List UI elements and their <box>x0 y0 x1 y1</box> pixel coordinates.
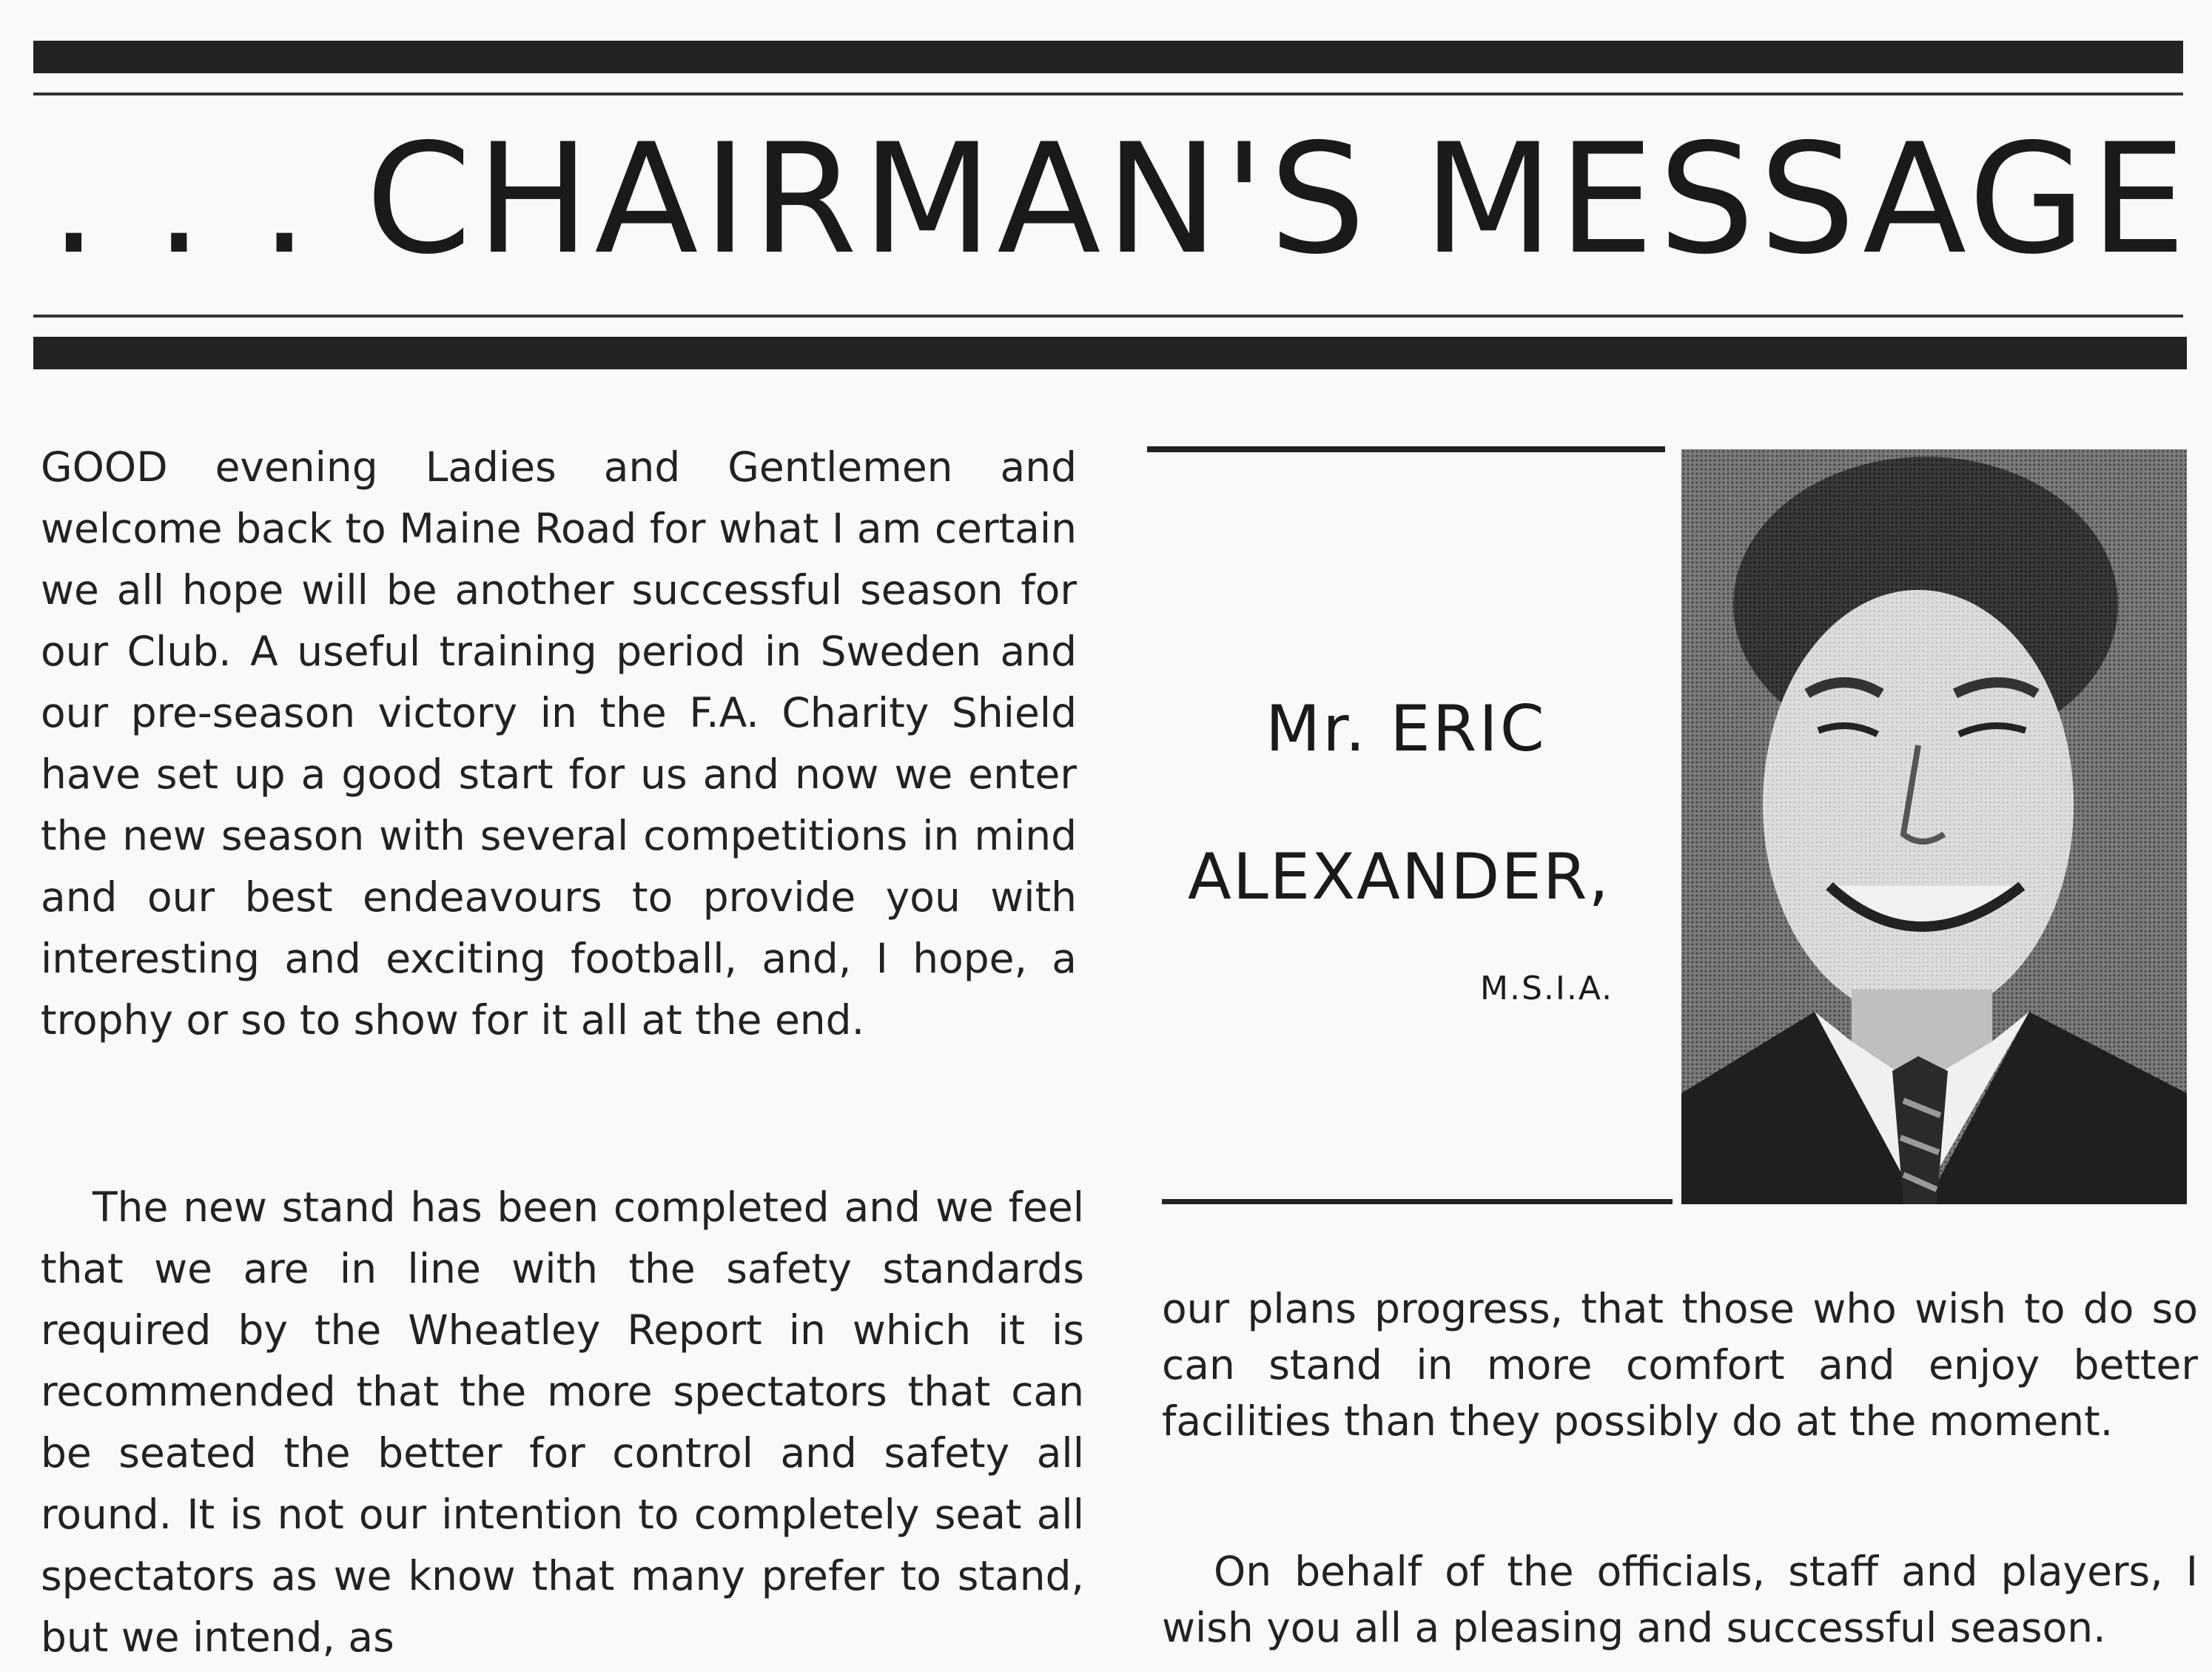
caption-name-line2: ALEXANDER, <box>1188 840 1610 914</box>
portrait-illustration <box>1681 449 2187 1204</box>
header-bottom-line <box>33 315 2183 318</box>
paragraph-plans: our plans progress, that those who wish to do so can stand in more comfort and enjoy better facilities than they possibly do at the moment. <box>1162 1285 2198 1445</box>
header-bottom-bar <box>33 337 2187 369</box>
caption-name-line1: Mr. ERIC <box>1265 692 1547 766</box>
paragraph-closing: On behalf of the officials, staff and players, I wish you all a pleasing and successful season. <box>1162 1548 2198 1651</box>
paragraph-new-stand: The new stand has been completed and we feel that we are in line with the safety standards required by the Wheatley Report in which it is recommended that the more spectators that can be seated the better for control and safety all round. It is not our intention to completely seat all spectators as we know that many prefer to stand, but we intend, as <box>41 1184 1084 1661</box>
caption-credentials: M.S.I.A. <box>1480 970 1614 1007</box>
header-top-bar <box>33 41 2183 73</box>
caption-bottom-line <box>1162 1199 1673 1204</box>
page-title: . . . CHAIRMAN'S MESSAGE <box>50 112 2191 288</box>
chairman-portrait-photo <box>1681 449 2187 1204</box>
caption-top-line <box>1147 446 1665 452</box>
header-top-line <box>33 93 2183 95</box>
paragraph-welcome: GOOD evening Ladies and Gentlemen and welcome back to Maine Road for what I am certain we all hope will be another successful season for our Club. A useful training period in Sweden and our pre-season victory in the F.A. Charity Shield have set up a good start for us and now we enter the new season with several competitions in mind and our best endeavours to provide you with interesting and exciting football, and, I hope, a trophy or so to show for it all at the end. <box>41 443 1077 1044</box>
